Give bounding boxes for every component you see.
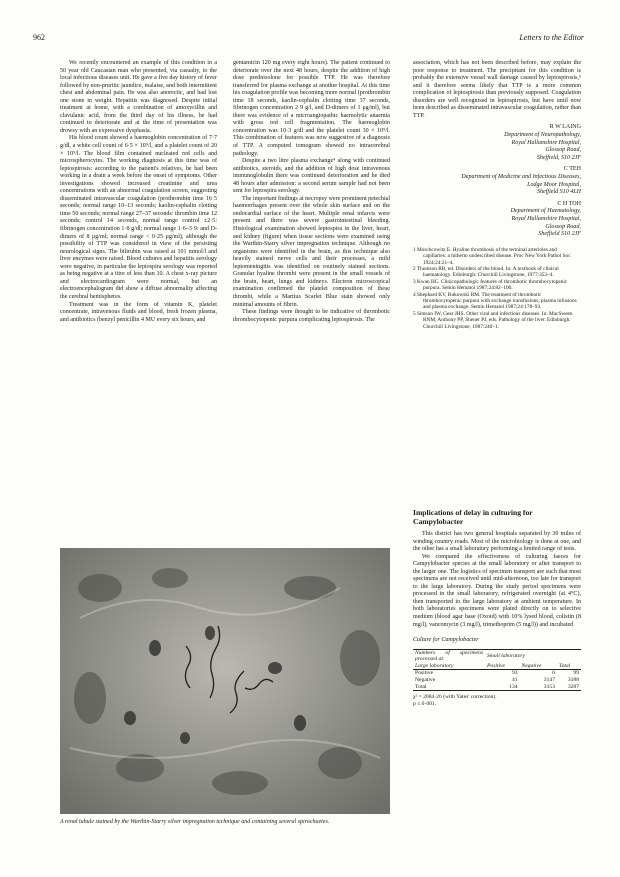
table-row <box>413 670 581 677</box>
author-signature <box>413 124 581 162</box>
paragraph: These findings were thought to be indicative of thrombotic thrombocytopenic purpura complicating leptospirosis. The <box>233 309 390 323</box>
reference-item: 3 Kwan HC. Clinicopathologic features of thrombotic thrombocytopenic purpura. Semin Hematol 1987;24:82–100. <box>413 278 568 292</box>
table-footnote: p ≤ 0·001. <box>413 700 437 707</box>
paragraph: We compared the effectiveness of culturing faeces for Campylobacter species at the small laboratory or after transport to the larger one. The logistics of specimen transport are such that most specimens are not received until mid-afternoon, too late for transport to the large laboratory. During the study period specimens were processed in the small laboratory, refrigerated overnight (at 4°C), then transported to the large laboratory at ambient temperature. In both laboratories specimens were plated directly on to selective medium (blood agar base (Oxoid) with 10% lysed blood, colistin (8 mg/l), vancomycin (3 mg/l), trimethoprim (5 mg/l)) and incubated <box>413 553 581 628</box>
table-title: Culture for Campylobacter <box>413 637 479 644</box>
column-1 <box>60 60 217 324</box>
table-col-total: Total <box>557 663 581 670</box>
page-number: 962 <box>33 33 45 42</box>
reference-item: 4 Shephard KV, Bukowski RM. The treatment of thrombotic thrombocytopenic purpura with exchange transfusions, plasma infusions and plasma exchange. Semin Hematol 1987;24:178–93. <box>413 291 577 311</box>
article-title: Implications of delay in culturing for Campylobacter <box>413 508 533 526</box>
reference-item: 5 Simson IW, Gear JHS. Other viral and infectious diseases. In: MacSween RNM, Anthony PP, Sheuer PJ, eds. Pathology of the liver. Edinburgh: Churchill Livingstone, 1987:240–1. <box>413 310 573 330</box>
table-col-negative: Negative <box>520 663 557 670</box>
author-name: R W LAING <box>549 124 581 131</box>
reference-item: 1 Moschcowitz E. Hyaline thrombosis of the terminal arterioles and capillaries: a hitherto undescribed disease. Proc New York Pathol Soc 1924;24:21–4. <box>413 246 571 266</box>
affiliation-line: Glossop Road, <box>545 223 581 230</box>
table-cell: 99 <box>573 670 579 677</box>
paragraph: Despite a two litre plasma exchange⁴ along with continued antibiotics, steroids, and the addition of high dose intravenous immunoglobulin there was continued deterioration and he died 48 hours after admission: a second serum sample had not been sent for leptospira serology. <box>233 158 390 195</box>
table-cell: 93 <box>511 670 518 677</box>
affiliation-line: Royal Hallamshire Hospital, <box>511 139 581 146</box>
table-header-large-lab: Large laboratory <box>413 663 485 670</box>
affiliation-line: Department of Neuropathology, <box>504 131 581 138</box>
affiliation-line: Sheffield, S10 2JF <box>536 154 581 161</box>
affiliation-line: Royal Hallamshire Hospital, <box>511 215 581 222</box>
author-name: C TEH <box>563 166 581 173</box>
affiliation-line: Sheffield S10 2JF <box>538 231 581 238</box>
paragraph: gentamicin 120 mg every eight hours). The patient continued to deteriorate over the next 48 hours, despite the addition of high dose prednisolone for possible TTP. He was therefore transferred for plasma exchange at another hospital. At this time his coagulation profile was becoming more normal (prothrombin time 18 seconds, kaolin-cephalin clotting time 37 seconds, fibrinogen concentration 2·9 g/l, and D-dimers of 1 μg/ml), but there was evidence of a microangiopathic haemolytic anaemia with gross red cell fragmentation. The haemoglobin concentration was 10·3 g/dl and the platelet count 30 × 10⁹/l. This combination of features was now suggestive of a diagnosis of TTP. A computed tomogram showed no intracerebral pathology. <box>233 60 391 157</box>
article-campylobacter <box>413 508 581 707</box>
table-header-small-lab: Small laboratory <box>485 649 581 663</box>
running-title: Letters to the Editor <box>519 33 584 42</box>
table-cell: 3188 <box>567 677 579 684</box>
reference-item: 2 Thomson RB, ed. Disorders of the blood. In: A textbook of clinical haematology. Edinburgh: Churchill Livingstone, 1977:353–4. <box>413 265 559 279</box>
paragraph: The important findings at necropsy were prominent petechial haemorrhages present over the whole skin surface and on the endocardial surface of the heart. Multiple renal infarcts were present and there was severe gastrointestinal bleeding. Histological examination showed leptospira in the liver, heart, and kidney (figure) when tissue sections were examined using the Warthin-Starry silver impregnation technique. Although no organisms were identified in the brain, as this technique also heavily stained nerve cells and their processes, a mild leptomeningitis was identified on routinely stained sections. Granular hyaline thrombi were present in the small vessels of the brain, heart, lungs and kidneys. Electron microscopical examination confirmed the platelet composition of these thrombi, while a Martius Scarlet Blue stain showed only minimal amounts of fibrin. <box>233 195 390 308</box>
paragraph: association, which has not been described before, may explain the poor response to treatment. The precipitant for this condition is probably the extensive vessel wall damage caused by leptospirosis,⁵ and it therefore seems likely that TTP is a more common complication of leptospirosis than previously supposed. Coagulation disorders are well recognised in leptospirosis, but have until now been described as disseminated intravascular coagulation, rather than TTP. <box>413 60 581 119</box>
author-name: C H TOH <box>557 200 581 207</box>
reference-list <box>413 247 581 330</box>
paragraph: His blood count showed a haemoglobin concentration of 7·7 g/dl, a white cell count of 6·5 × 10⁹/l, and a platelet count of 20 × 10⁹/l. The blood film contained nucleated red cells and microspherocytes. The working diagnosis at this time was of leptospirosis: according to the patient's relatives, he had been working in a drain a week before the onset of symptoms. Other investigations showed increased creatinine and urea concentrations with an abnormal coagulation screen, suggesting disseminated intravascular coagulation (prothrombin time 16·5 seconds; normal range 10–13 seconds; kaolin-cephalin clotting time 50 seconds; normal range 27–37 seconds: thrombin time 12 seconds; control 14 seconds, normal range control ±2·5: fibrinogen concentration 1·8 g/dl; normal range 1·6–3·9: and D-dimers of 8 μg/ml; normal range < 0·25 μg/ml), although the possibility of TTP was considered in view of the persisting neurological signs. The bilirubin was raised at 101 mmol/l and liver enzymes were raised. Blood cultures and hepatitis serology were negative, in particular the leptospira serology was reported as being negative at a titre of less than 10. A chest x-ray picture and electrocardiogram were normal, but an electroencephalogram did show a diffuse abnormality affecting the cerebral hemispheres. <box>60 135 217 300</box>
micrograph-image <box>60 548 390 814</box>
affiliation-line: Sheffield S10 4LH <box>536 189 581 196</box>
column-2 <box>233 60 390 324</box>
table-row <box>413 684 581 691</box>
paragraph: We recently encountered an example of this condition in a 50 year old Caucasian man who presented, via casualty, to the local infectious diseases unit. He gave a five day history of fever followed by non-pruritic jaundice, malaise, and both intermittent chest and abdominal pain. He was also anorectic, and had lost one stone in weight. Hepatitis was diagnosed. Despite initial treatment at home, with a combination of amoxycillin and clavulanic acid, from the third day of his illness, he had continued to deteriorate and at the time of presentation was drowsy with an expressive dysphasia. <box>60 60 217 134</box>
figure-caption: A renal tubule stained by the Warthin-Starry silver impregnation technique and containing several spirochaetes. <box>60 819 330 825</box>
table-header-left: Numbers of specimens processed at: <box>415 649 483 663</box>
paragraph: Treatment was in the form of vitamin K, platelet concentrate, intravenous fluids and blood, fresh frozen plasma, and antibiotics (benzyl penicillin 4 MU every six hours, and <box>60 301 217 323</box>
table-cell: 3153 <box>520 684 557 691</box>
affiliation-line: Department of Haematology, <box>510 208 581 215</box>
affiliation-line: Lodge Moor Hospital, <box>527 181 581 188</box>
table-cell: Total <box>413 684 485 691</box>
table-row <box>413 677 581 684</box>
micrograph-figure <box>60 548 390 814</box>
table-col-positive: Positive <box>485 663 520 670</box>
author-signature <box>413 166 581 196</box>
table-cell: 134 <box>485 684 520 691</box>
affiliation-line: Glossop Road, <box>545 147 581 154</box>
table-cell: 3147 <box>543 677 555 684</box>
campylobacter-table <box>413 649 581 692</box>
table-footnote: χ² = 2084·26 (with Yates' correction). <box>413 694 497 701</box>
table-cell: Negative <box>415 677 436 684</box>
table-cell: 3287 <box>557 684 581 691</box>
table-cell: 6 <box>552 670 555 677</box>
table-cell: 41 <box>511 677 518 684</box>
affiliation-line: Department of Medicine and Infectious Diseases, <box>461 173 581 180</box>
author-signature <box>413 201 581 239</box>
table-cell: Positive <box>415 670 434 677</box>
column-3 <box>413 60 581 330</box>
paragraph: This district has two general hospitals separated by 30 miles of winding country roads. Most of the microbiology is done at one, and the other has a small laboratory performing a limited range of tests. <box>413 531 581 553</box>
